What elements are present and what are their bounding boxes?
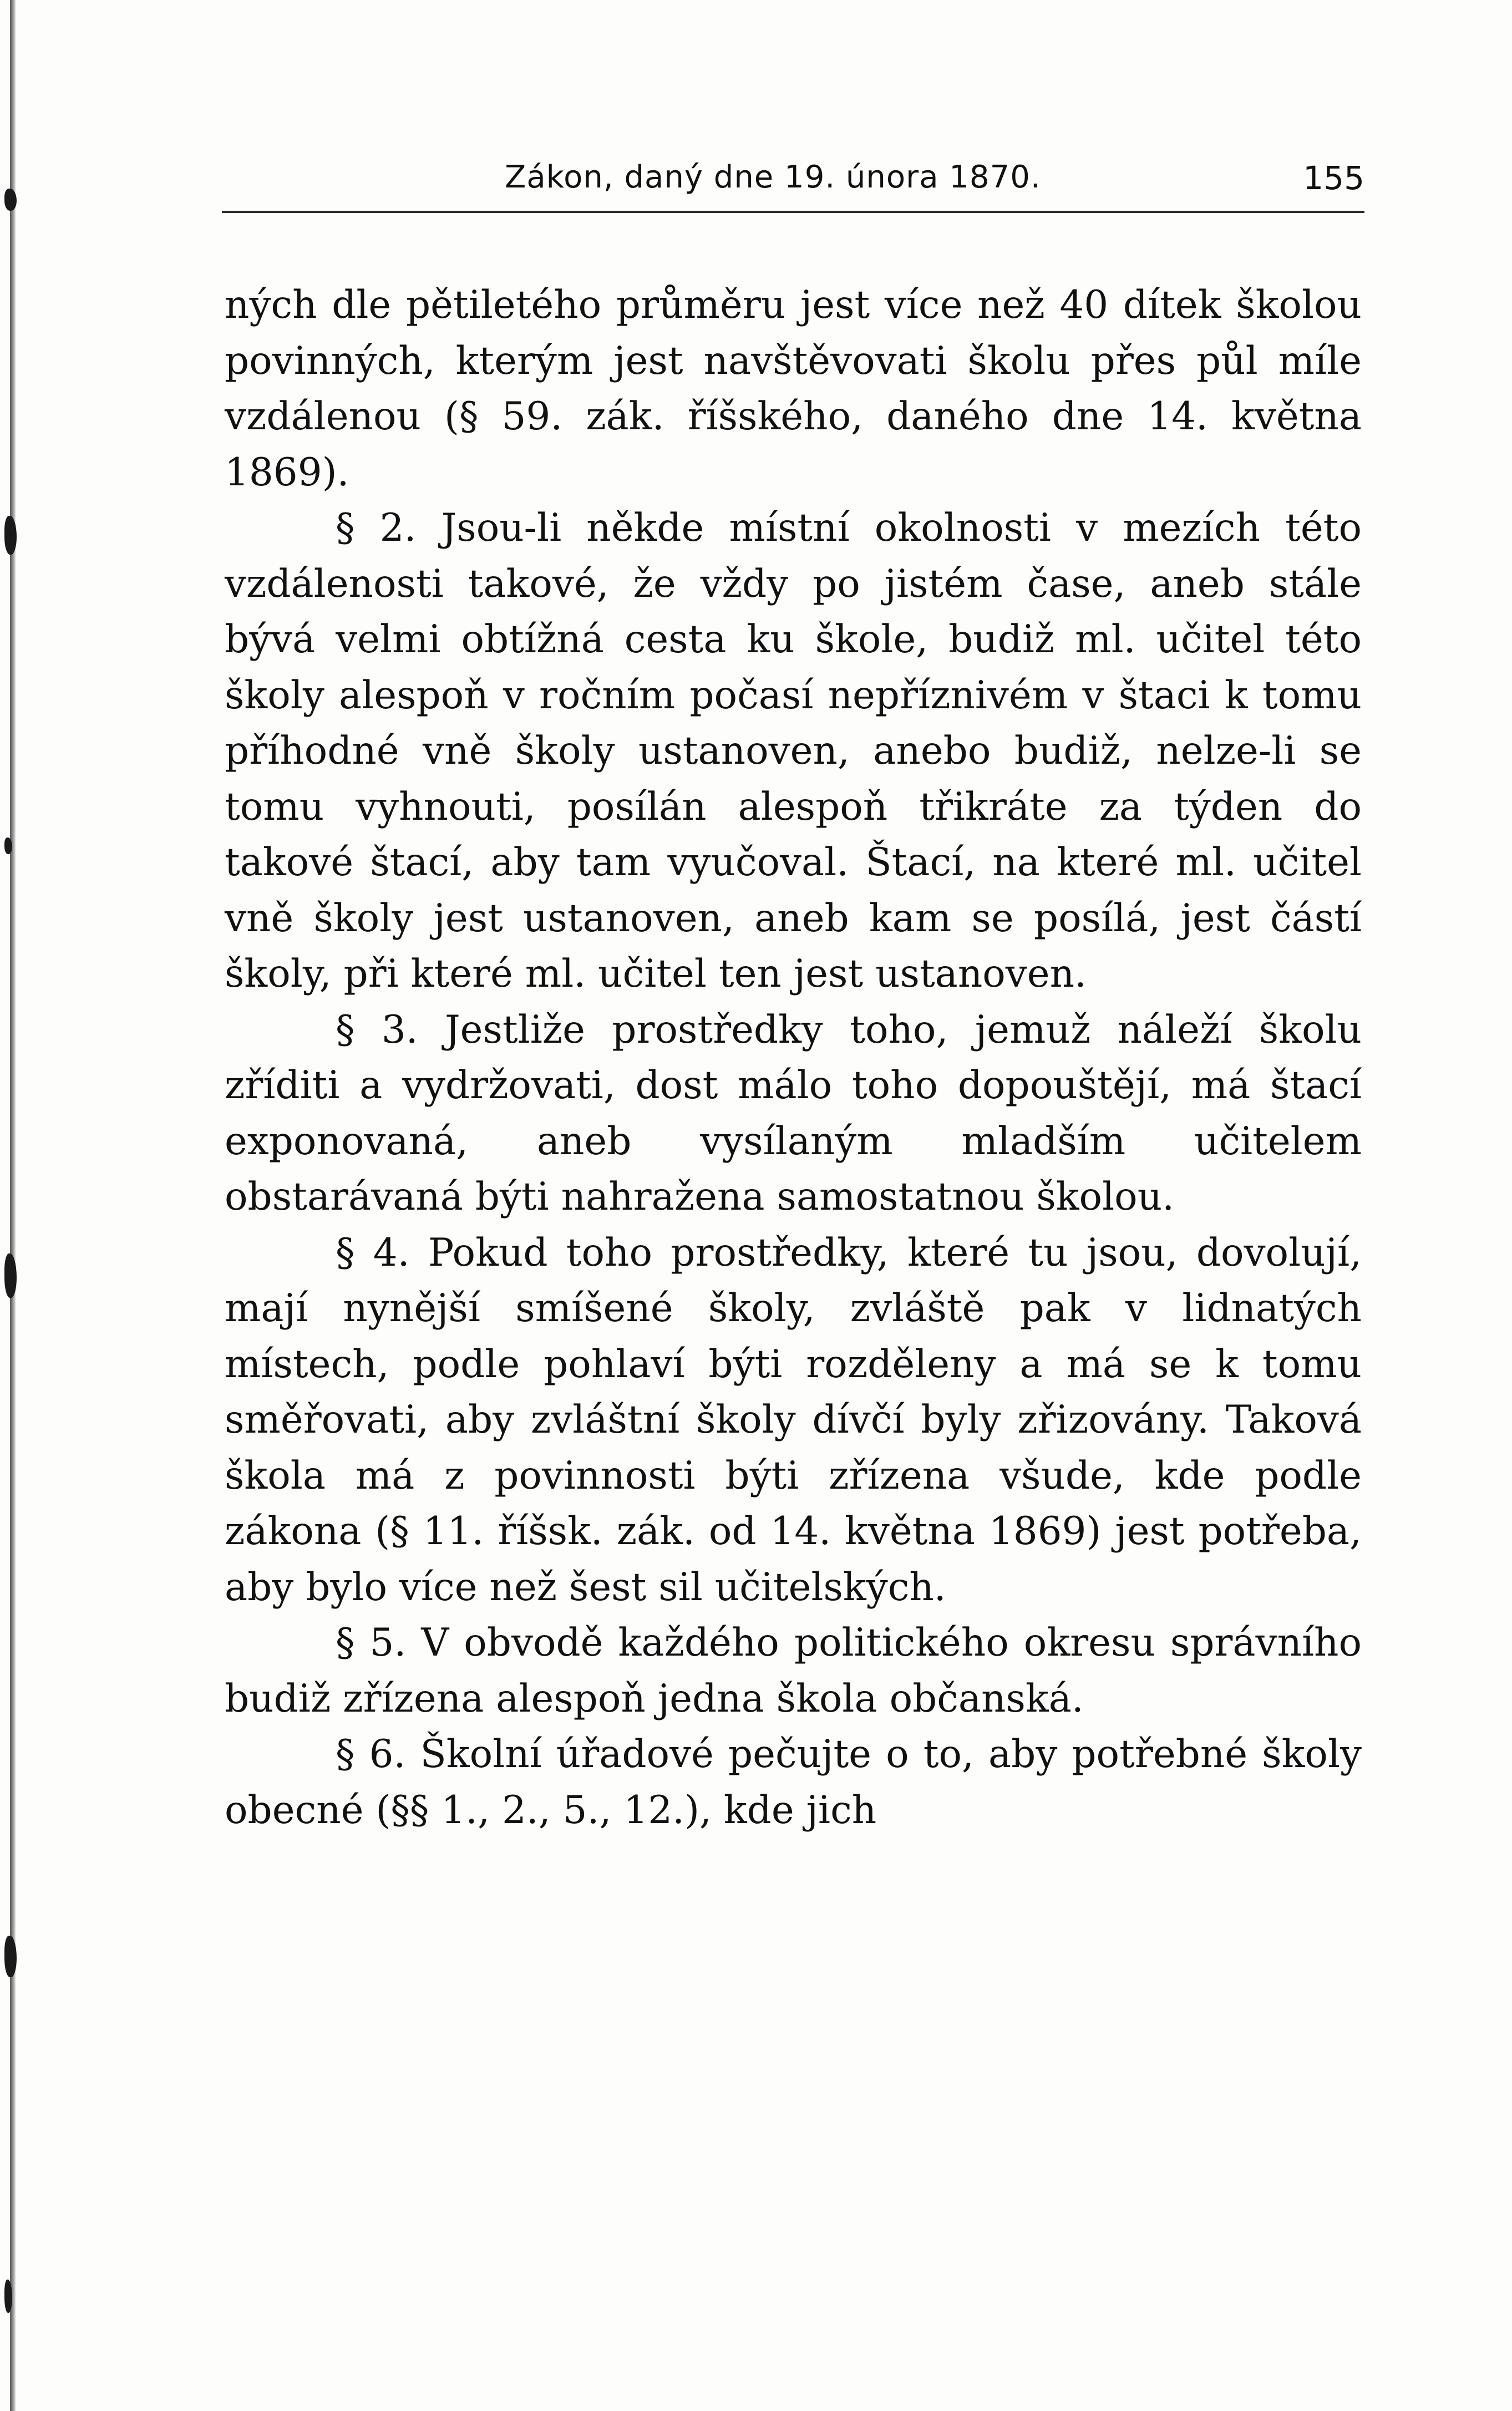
header-title: Zákon, daný dne 19. února 1870.	[505, 159, 1041, 195]
header-rule	[222, 211, 1364, 213]
paragraph-section-4: § 4. Pokud toho prostředky, které tu jsou, dovolují, mají nynější smíšené školy, zvláště pak v lidnatých místech, podle pohlaví býti rozděleny a má se k tomu směřovati, aby zvláštní školy dívčí byly zřizovány. Taková škola má z povinnosti býti zřízena všude, kde podle zákona (§ 11. říšsk. zák. od 14. května 1869) jest potřeba, aby bylo více než šest sil učitelských.	[225, 1230, 1362, 1610]
scan-edge-mark	[4, 837, 12, 854]
paragraph-section-6: § 6. Školní úřadové pečujte o to, aby potřebné školy obecné (§§ 1., 2., 5., 12.), kde jich	[225, 1732, 1362, 1833]
paragraph-continuation: ných dle pětiletého průměru jest více než 40 dítek školou povinných, kterým jest navštěvovati školu přes půl míle vzdálenou (§ 59. zák. říšského, daného dne 14. května 1869).	[225, 283, 1362, 495]
body-text	[225, 277, 1362, 1838]
page-number: 155	[1303, 159, 1364, 197]
scan-edge-mark	[4, 189, 17, 211]
paragraph-section-3: § 3. Jestliže prostředky toho, jemuž náleží školu zříditi a vydržovati, dost málo toho dopouštějí, má štací exponovaná, aneb vysílaným mladším učitelem obstarávaná býti nahražena samostatnou školou.	[225, 1007, 1362, 1219]
running-header	[222, 159, 1364, 215]
paragraph-section-2: § 2. Jsou-li někde místní okolnosti v mezích této vzdálenosti takové, že vždy po jistém čase, aneb stále bývá velmi obtížná cesta ku škole, budiž ml. učitel této školy alespoň v ročním počasí nepříznivém v štaci k tomu příhodné vně školy ustanoven, anebo budiž, nelze-li se tomu vyhnouti, posílán alespoň třikráte za týden do takové štací, aby tam vyučoval. Štací, na které ml. učitel vně školy jest ustanoven, aneb kam se posílá, jest částí školy, při které ml. učitel ten jest ustanoven.	[225, 506, 1362, 996]
scan-edge-shadow	[10, 0, 16, 2411]
paragraph-section-5: § 5. V obvodě každého politického okresu správního budiž zřízena alespoň jedna škola občanská.	[225, 1621, 1362, 1721]
